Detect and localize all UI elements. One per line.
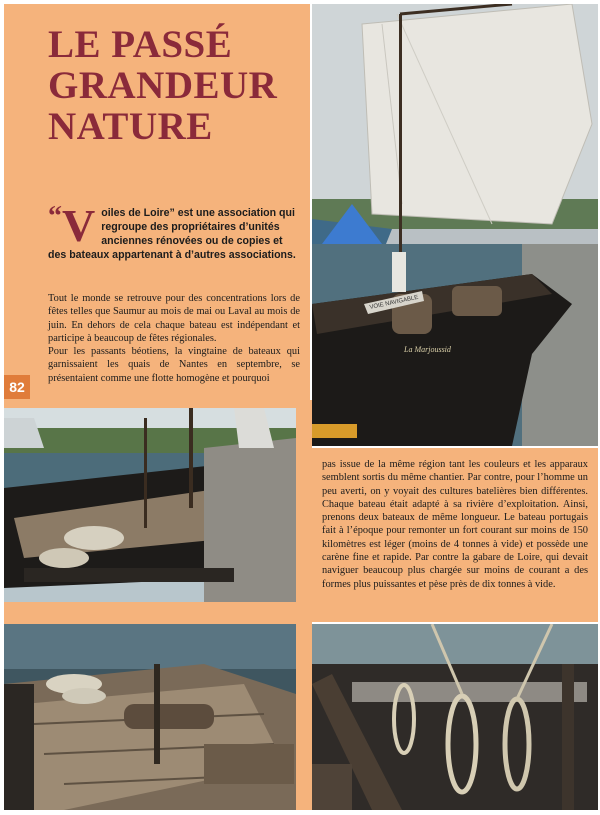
title-line-1: LE PASSÉ bbox=[48, 23, 233, 66]
drop-cap-letter: V bbox=[62, 200, 96, 251]
body-paragraph: Tout le monde se retrouve pour des concentrations lors de fêtes telles que Saumur au mois de mai ou Laval au mois de juin. En dehors de cela chaque bateau est indépendant et participe à beaucoup de fêtes régionales. bbox=[48, 293, 300, 344]
drop-cap: “V bbox=[48, 200, 96, 251]
body-text-right bbox=[322, 458, 588, 591]
intro-text: oiles de Loire” est une association qui regroupe des propriétaires d’unités anciennes rénovées ou de copies et des bateaux appartenant à d’autres associations. bbox=[48, 207, 296, 261]
body-paragraph: Pour les passants béotiens, la vingtaine de bateaux qui garnissaient les quais de Nantes en septembre, se présentaient comme une flotte homogène et pourquoi bbox=[48, 346, 300, 384]
boat-hull-name: La Marjoussid bbox=[404, 345, 451, 354]
photo-ropes-cleats bbox=[312, 624, 598, 810]
gutter-background bbox=[296, 400, 312, 810]
middle-strip-background bbox=[4, 600, 310, 624]
photo-sailing-gabare bbox=[312, 4, 598, 446]
intro-paragraph bbox=[48, 200, 300, 262]
page-title bbox=[48, 24, 308, 147]
body-paragraph: pas issue de la même région tant les couleurs et les apparaux semblent sortis du même chantier. Par contre, pour l’homme un peu averti, on y voyait des cultures batelières bien différentes. Chaque bateau était adapté à sa rivière d’exploitation. Ainsi, prenons deux bateaux de même longueur. Le bateau portugais fait à l’époque pour remonter un fort courant sur moins de 150 kilomètres est léger (moins de 4 tonnes à vide) et possède une carène fine et rapide. Par contre la gabare de Loire, qui devait naviguer beaucoup plus chargée sur moins de courant a des formes plus puissantes et pèse près de dix tonnes à vide. bbox=[322, 459, 588, 590]
body-text-left bbox=[48, 292, 300, 385]
photo-boats-at-quay bbox=[4, 408, 296, 602]
boat-banner-text: VOIE NAVIGABLE bbox=[369, 294, 419, 311]
title-line-3: NATURE bbox=[48, 105, 213, 148]
page-number: 82 bbox=[4, 375, 30, 399]
title-line-2: GRANDEUR bbox=[48, 64, 278, 107]
photo-deck-windlass bbox=[4, 624, 296, 810]
